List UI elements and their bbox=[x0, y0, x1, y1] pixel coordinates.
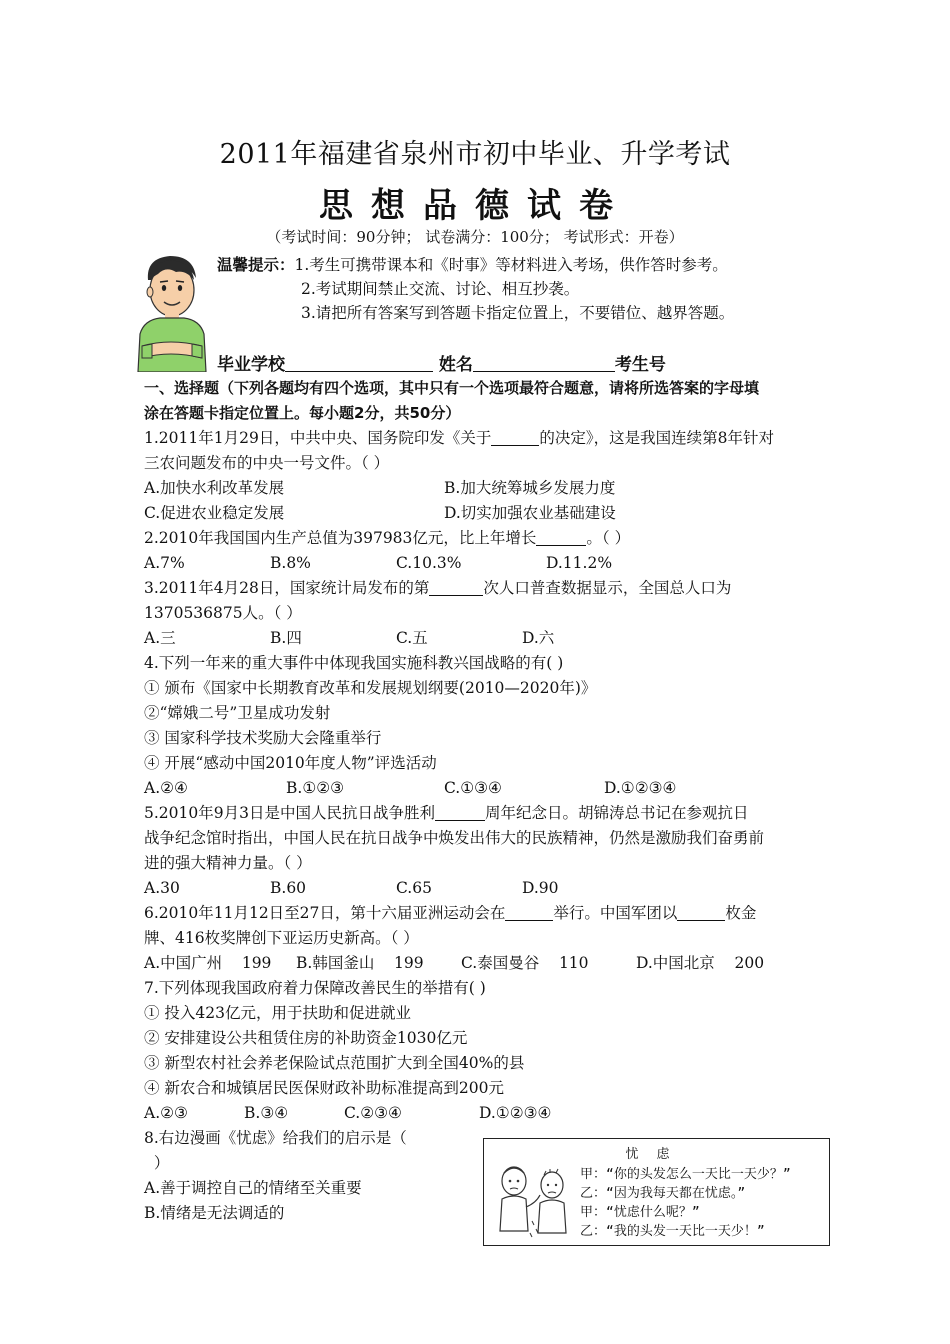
cartoon-worry bbox=[483, 1138, 830, 1246]
tips-label: 温馨提示： bbox=[217, 256, 295, 274]
school-label: 毕业学校 bbox=[217, 355, 285, 375]
statement-item: ②“嫦娥二号”卫星成功发射 bbox=[144, 704, 331, 722]
option: D.①②③④ bbox=[479, 1104, 552, 1122]
statement-item: ② 安排建设公共租赁住房的补助资金1030亿元 bbox=[144, 1029, 468, 1047]
dialogue-line: 甲：“忧虑什么呢？” bbox=[580, 1205, 700, 1220]
option: C.①③④ bbox=[444, 779, 502, 797]
exam-info: （考试时间：90分钟； 试卷满分：100分； 考试形式：开卷） bbox=[266, 228, 684, 246]
question-2: 2.2010年我国国内生产总值为397983亿元，比上年增长 。（ ） bbox=[144, 529, 631, 547]
question-8: 8.右边漫画《忧虑》给我们的启示是（ bbox=[144, 1129, 407, 1147]
option: B.①②③ bbox=[286, 779, 345, 797]
statement-item: ① 颁布《国家中长期教育改革和发展规划纲要(2010—2020年)》 bbox=[144, 679, 597, 697]
tip-item: 2.考试期间禁止交流、讨论、相互抄袭。 bbox=[301, 280, 580, 298]
option: A.7% bbox=[144, 554, 185, 572]
options-row bbox=[144, 776, 808, 801]
question-4: 4.下列一年来的重大事件中体现我国实施科教兴国战略的有( ) bbox=[144, 654, 564, 672]
option: A.30 bbox=[144, 879, 180, 897]
option: B.加大统筹城乡发展力度 bbox=[444, 479, 616, 497]
statement-item: ③ 新型农村社会养老保险试点范围扩大到全国40%的县 bbox=[144, 1054, 525, 1072]
option: C.10.3% bbox=[396, 554, 462, 572]
options-row bbox=[144, 1101, 808, 1126]
question-text: 牌、416枚奖牌创下亚运历史新高。（ ） bbox=[144, 929, 419, 947]
dialogue-line: 甲：“你的头发怎么一天比一天少？” bbox=[580, 1167, 791, 1182]
dialogue-line: 乙：“因为我每天都在忧虑。” bbox=[580, 1186, 746, 1201]
section-heading: 一、选择题（下列各题均有四个选项，其中只有一个选项最符合题意，请将所选答案的字母填 bbox=[144, 379, 760, 397]
question-text: 三农问题发布的中央一号文件。（ ） bbox=[144, 454, 390, 472]
option: D.切实加强农业基础建设 bbox=[444, 504, 616, 522]
option: B.60 bbox=[270, 879, 307, 897]
cartoon-dialogue bbox=[580, 1165, 791, 1241]
options-row bbox=[144, 476, 808, 501]
option: B.8% bbox=[270, 554, 311, 572]
option: D.中国北京 200 bbox=[636, 954, 765, 972]
tip-item: 3.请把所有答案写到答题卡指定位置上，不要错位、越界答题。 bbox=[301, 304, 735, 322]
option: D.①②③④ bbox=[604, 779, 677, 797]
statement-item: ④ 开展“感动中国2010年度人物”评选活动 bbox=[144, 754, 437, 772]
answer-blank bbox=[435, 804, 485, 821]
option: C.②③④ bbox=[344, 1104, 402, 1122]
exam-tips bbox=[217, 253, 734, 325]
option: B.情绪是无法调适的 bbox=[144, 1204, 285, 1222]
option: A.加快水利改革发展 bbox=[144, 479, 285, 497]
answer-blank bbox=[536, 529, 586, 546]
options-row bbox=[144, 626, 808, 651]
question-5: 5.2010年9月3日是中国人民抗日战争胜利 周年纪念日。胡锦涛总书记在参观抗日 bbox=[144, 804, 749, 822]
answer-blank bbox=[677, 904, 725, 921]
option: C.促进农业稳定发展 bbox=[144, 504, 285, 522]
answer-blank bbox=[429, 579, 483, 596]
option: C.五 bbox=[396, 629, 428, 647]
option: D.11.2% bbox=[546, 554, 613, 572]
question-1: 1.2011年1月29日，中共中央、国务院印发《关于 的决定》，这是我国连续第8年针对 bbox=[144, 429, 774, 447]
question-text: 战争纪念馆时指出，中国人民在抗日战争中焕发出伟大的民族精神，仍然是激励我们奋勇前 bbox=[144, 829, 765, 847]
option: B.③④ bbox=[244, 1104, 289, 1122]
option: B.韩国釜山 199 bbox=[296, 954, 424, 972]
option: A.三 bbox=[144, 629, 176, 647]
option: D.六 bbox=[522, 629, 555, 647]
question-text: ） bbox=[144, 1154, 170, 1172]
answer-blank bbox=[491, 429, 539, 446]
student-mascot-illustration bbox=[130, 250, 212, 372]
option: B.四 bbox=[270, 629, 302, 647]
exam-subtitle: 思想品德试卷 bbox=[319, 186, 631, 226]
section-heading: 涂在答题卡指定位置上。每小题2分，共50分） bbox=[144, 404, 461, 422]
option: A.善于调控自己的情绪至关重要 bbox=[144, 1179, 362, 1197]
option: D.90 bbox=[522, 879, 559, 897]
question-3: 3.2011年4月28日，国家统计局发布的第 次人口普查数据显示，全国总人口为 bbox=[144, 579, 732, 597]
statement-item: ④ 新农合和城镇居民医保财政补助标准提高到200元 bbox=[144, 1079, 505, 1097]
option: A.②③ bbox=[144, 1104, 188, 1122]
cartoon-title: 忧虑 bbox=[625, 1147, 688, 1162]
name-blank[interactable] bbox=[473, 353, 615, 372]
statement-item: ③ 国家科学技术奖励大会隆重举行 bbox=[144, 729, 382, 747]
question-content bbox=[144, 376, 808, 1226]
question-7: 7.下列体现我国政府着力保障改善民生的举措有( ) bbox=[144, 979, 486, 997]
dialogue-line: 乙：“我的头发一天比一天少！” bbox=[580, 1224, 765, 1239]
question-6: 6.2010年11月12日至27日，第十六届亚洲运动会在 举行。中国军团以 枚金 bbox=[144, 904, 757, 922]
option: C.65 bbox=[396, 879, 432, 897]
option: A.②④ bbox=[144, 779, 188, 797]
option: A.中国广州 199 bbox=[144, 954, 272, 972]
answer-blank bbox=[505, 904, 553, 921]
candidate-fields bbox=[217, 350, 666, 375]
school-blank[interactable] bbox=[285, 353, 433, 372]
options-row bbox=[144, 551, 808, 576]
option: C.泰国曼谷 110 bbox=[461, 954, 589, 972]
statement-item: ① 投入423亿元，用于扶助和促进就业 bbox=[144, 1004, 412, 1022]
exam-title: 2011年福建省泉州市初中毕业、升学考试 bbox=[219, 139, 731, 170]
tip-item: 1.考生可携带课本和《时事》等材料进入考场，供作答时参考。 bbox=[294, 256, 728, 274]
options-row bbox=[144, 501, 808, 526]
exam-no-label: 考生号 bbox=[614, 355, 666, 375]
question-text: 进的强大精神力量。（ ） bbox=[144, 854, 312, 872]
question-text: 1370536875人。（ ） bbox=[144, 604, 302, 622]
name-label: 姓名 bbox=[438, 355, 473, 375]
options-row bbox=[144, 876, 808, 901]
options-row bbox=[144, 951, 808, 976]
cartoon-figures-illustration bbox=[490, 1159, 578, 1243]
